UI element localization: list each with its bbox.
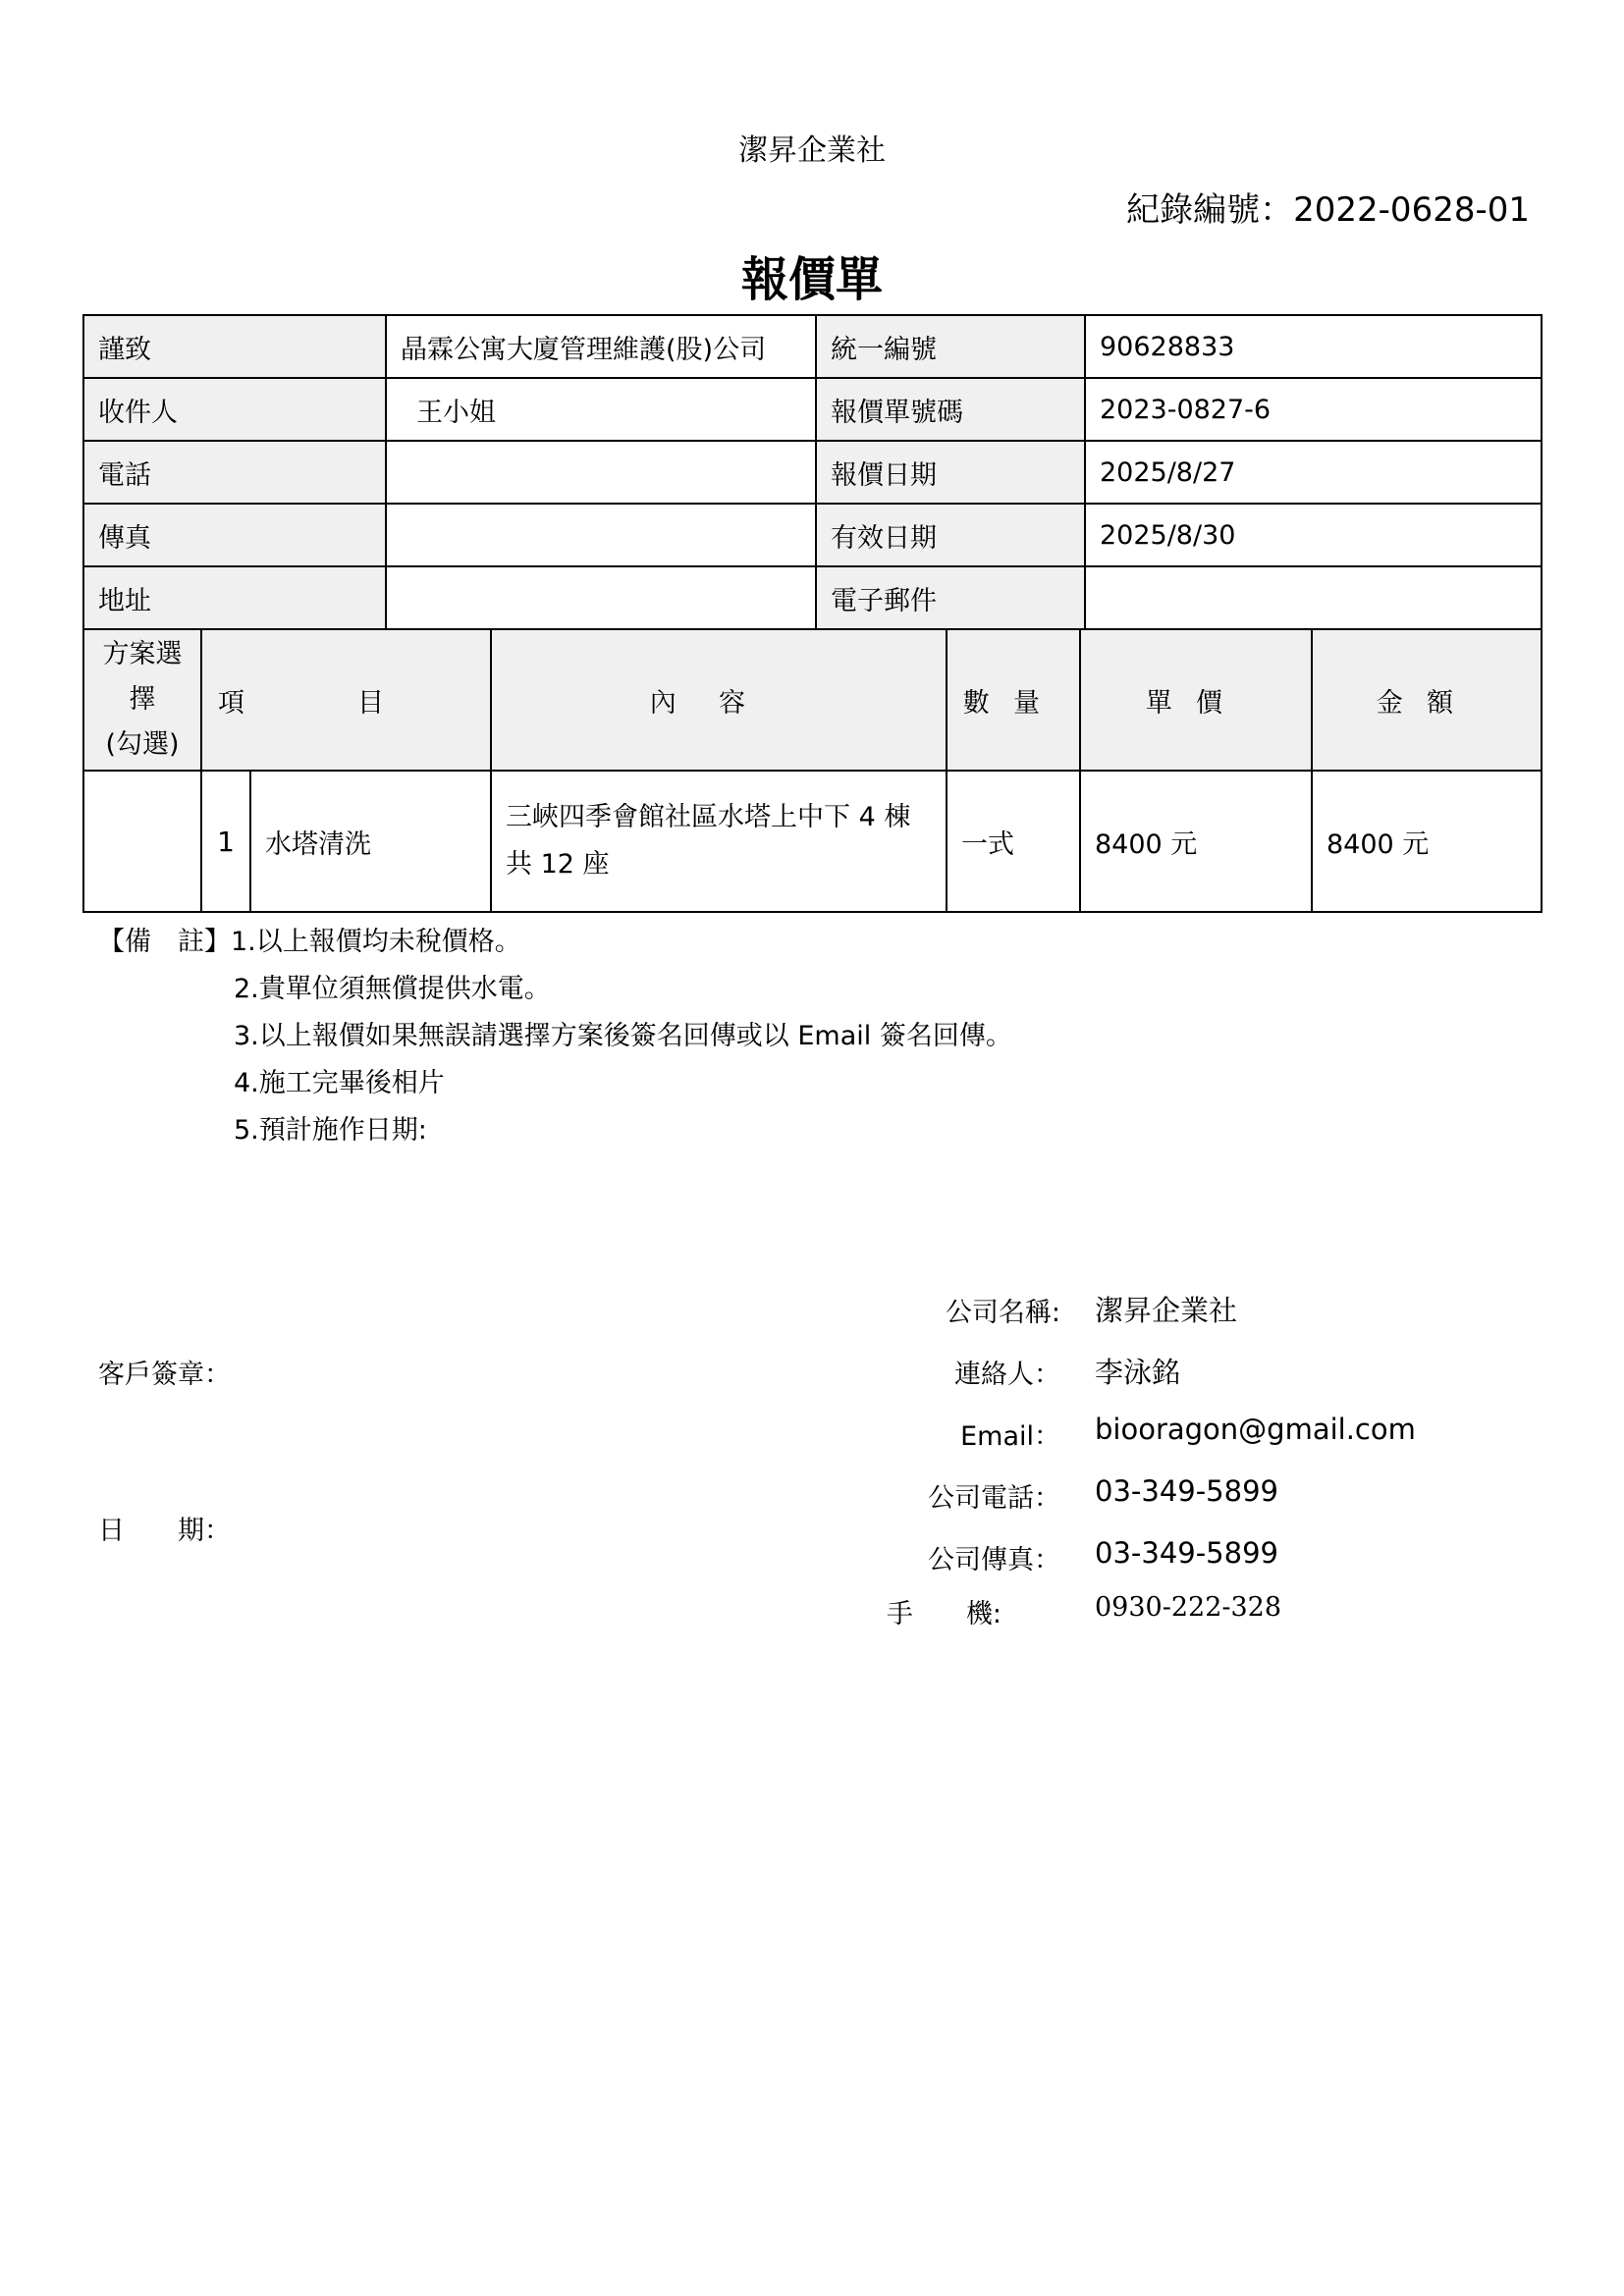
item-header <box>201 629 491 771</box>
unit-price-header: 單價 <box>1080 629 1312 771</box>
quote-no-value: 2023-0827-6 <box>1085 378 1542 441</box>
item-header-right: 目 <box>357 687 384 719</box>
table-header-row <box>83 629 1542 771</box>
phone-label: 電話 <box>83 441 386 504</box>
to-label: 謹致 <box>83 315 386 378</box>
select-header-line: (勾選) <box>105 729 180 760</box>
table-row <box>83 566 1542 629</box>
table-row <box>83 771 1542 912</box>
note-line: 3.以上報價如果無誤請選擇方案後簽名回傳或以 Email 簽名回傳。 <box>234 1021 1012 1051</box>
contact-person-label: 連絡人： <box>954 1360 1060 1390</box>
item-unit-price: 8400 元 <box>1080 771 1312 912</box>
table-row <box>83 315 1542 378</box>
contact-email-label: Email： <box>960 1421 1060 1452</box>
valid-date-label: 有效日期 <box>816 504 1085 566</box>
item-qty: 一式 <box>947 771 1080 912</box>
select-checkbox-cell[interactable] <box>83 771 201 912</box>
select-header-line: 方案選 <box>102 639 183 669</box>
quote-no-label: 報價單號碼 <box>816 378 1085 441</box>
quote-date-value: 2025/8/27 <box>1085 441 1542 504</box>
item-amount: 8400 元 <box>1312 771 1542 912</box>
company-header: 潔昇企業社 <box>738 133 886 168</box>
contact-person-value: 李泳銘 <box>1095 1356 1181 1389</box>
customer-signature-label: 客戶簽章： <box>98 1360 231 1390</box>
notes-section <box>98 919 1012 1154</box>
email-label: 電子郵件 <box>816 566 1085 629</box>
signature-date-label: 日 期： <box>98 1516 231 1546</box>
record-number-label: 紀錄編號： <box>1126 190 1294 230</box>
contact-fax-label: 公司傳真： <box>928 1545 1060 1575</box>
contact-phone-value: 03-349-5899 <box>1095 1474 1278 1508</box>
note-text: 1.以上報價均未稅價格。 <box>231 927 521 957</box>
fax-value <box>386 504 816 566</box>
valid-date-value: 2025/8/30 <box>1085 504 1542 566</box>
select-header-line: 擇 <box>129 684 156 715</box>
note-line: 5.預計施作日期: <box>234 1115 427 1146</box>
item-name: 水塔清洗 <box>250 771 491 912</box>
table-row <box>83 378 1542 441</box>
phone-value <box>386 441 816 504</box>
table-row <box>83 441 1542 504</box>
page-title: 報價單 <box>740 252 883 307</box>
record-number-value: 2022-0628-01 <box>1293 190 1530 230</box>
tax-id-label: 統一編號 <box>816 315 1085 378</box>
note-line <box>98 919 1012 966</box>
items-table <box>82 628 1543 913</box>
to-value: 晶霖公寓大廈管理維護(股)公司 <box>386 315 816 378</box>
customer-info-table <box>82 314 1543 630</box>
contact-mobile-value: 0930-222-328 <box>1095 1592 1282 1623</box>
item-number: 1 <box>201 771 250 912</box>
note-line: 2.貴單位須無償提供水電。 <box>234 974 551 1004</box>
contact-fax-value: 03-349-5899 <box>1095 1536 1278 1570</box>
record-number <box>1126 183 1530 231</box>
recipient-label: 收件人 <box>83 378 386 441</box>
contact-company-label: 公司名稱: <box>945 1298 1060 1328</box>
contact-mobile-label: 手 機: <box>886 1599 1001 1629</box>
quote-date-label: 報價日期 <box>816 441 1085 504</box>
address-value <box>386 566 816 629</box>
note-line: 4.施工完畢後相片 <box>234 1068 445 1098</box>
qty-header: 數量 <box>947 629 1080 771</box>
recipient-value: 王小姐 <box>386 378 816 441</box>
contact-company-value: 潔昇企業社 <box>1095 1294 1238 1327</box>
tax-id-value: 90628833 <box>1085 315 1542 378</box>
content-header: 內容 <box>491 629 947 771</box>
select-header <box>83 629 201 771</box>
amount-header: 金額 <box>1312 629 1542 771</box>
address-label: 地址 <box>83 566 386 629</box>
email-value <box>1085 566 1542 629</box>
item-content: 三峽四季會館社區水塔上中下 4 棟共 12 座 <box>491 771 947 912</box>
contact-phone-label: 公司電話： <box>928 1483 1060 1514</box>
contact-email-value: biooragon@gmail.com <box>1095 1413 1416 1446</box>
table-row <box>83 504 1542 566</box>
notes-label: 【備 註】 <box>98 927 231 957</box>
item-header-left: 項 <box>218 687 244 719</box>
fax-label: 傳真 <box>83 504 386 566</box>
